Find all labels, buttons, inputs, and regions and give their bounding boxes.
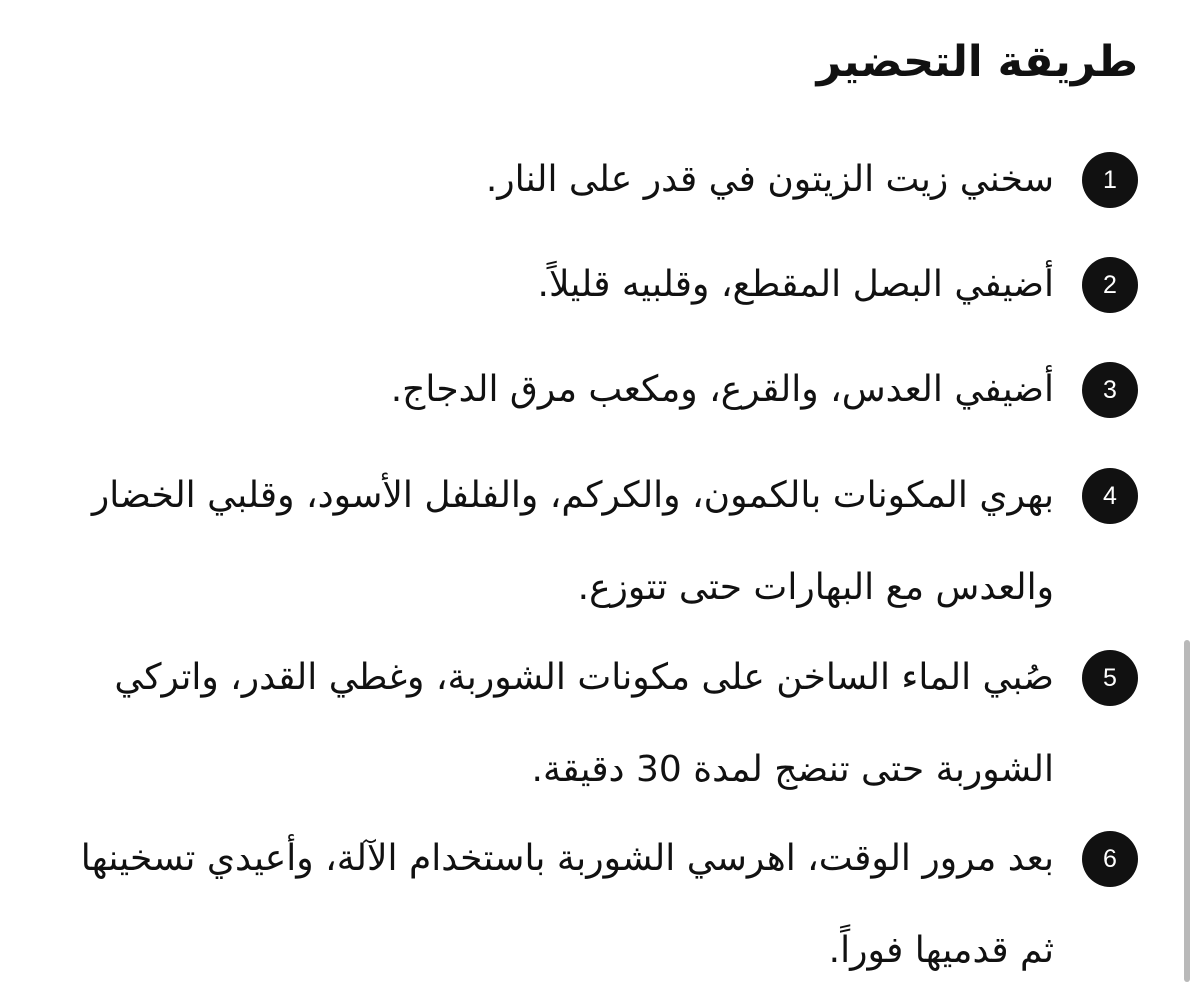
step-item [58,362,1138,436]
step-number-badge: 2 [1082,257,1138,313]
step-text: أضيفي العدس، والقرع، ومكعب مرق الدجاج. [390,369,1054,410]
step-number-badge: 6 [1082,831,1138,887]
page-title: طريقة التحضير [816,37,1138,87]
step-item [58,650,1138,816]
step-text: سخني زيت الزيتون في قدر على النار. [485,159,1054,200]
step-item [58,152,1138,226]
step-item [58,257,1138,331]
step-item [58,831,1138,997]
step-item [58,468,1138,634]
step-number-badge: 1 [1082,152,1138,208]
step-number-badge: 5 [1082,650,1138,706]
step-text: بهري المكونات بالكمون، والكركم، والفلفل الأسود، وقلبي الخضار والعدس مع البهارات حتى تتوزع. [91,475,1054,608]
step-text: صُبي الماء الساخن على مكونات الشوربة، وغطي القدر، واتركي الشوربة حتى تنضج لمدة 30 دقيقة. [114,657,1054,790]
scrollbar-thumb[interactable] [1184,640,1190,982]
step-text: أضيفي البصل المقطع، وقلبيه قليلاً. [537,264,1054,305]
step-text: بعد مرور الوقت، اهرسي الشوربة باستخدام الآلة، وأعيدي تسخينها ثم قدميها فوراً. [80,838,1054,971]
step-number-badge: 3 [1082,362,1138,418]
step-number-badge: 4 [1082,468,1138,524]
